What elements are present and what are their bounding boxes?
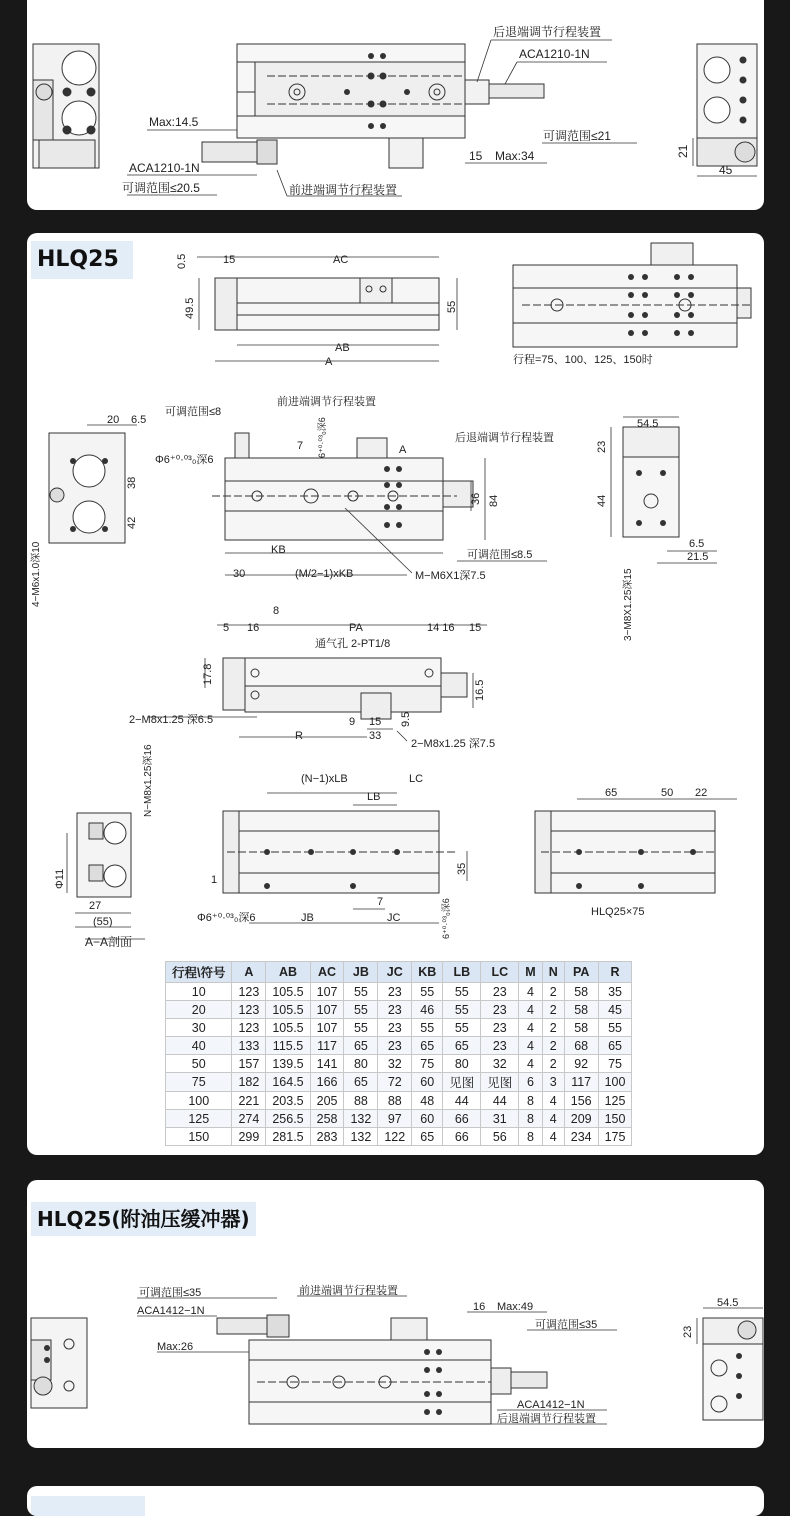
oil-right-end-view — [697, 1308, 763, 1420]
label-m8a: 2−M8x1.25 深6.5 — [129, 714, 214, 726]
table-cell: 55 — [344, 983, 378, 1001]
table-cell: 123 — [232, 1019, 266, 1037]
label-aa-d55: (55) — [93, 916, 113, 928]
label-kb: KB — [271, 544, 286, 556]
table-cell: 23 — [481, 1037, 519, 1055]
table-cell: 2 — [542, 1001, 564, 1019]
table-row — [166, 983, 632, 1001]
table-cell: 2 — [542, 1019, 564, 1037]
table-cell: 75 — [166, 1073, 232, 1092]
table-cell: 132 — [344, 1128, 378, 1146]
table-cell: 55 — [443, 983, 481, 1001]
col-header: 行程\符号 — [166, 962, 232, 983]
label-jb: JB — [301, 912, 314, 924]
table-cell: 4 — [519, 1037, 542, 1055]
label-oil-adj35b: 可调范围≤35 — [535, 1319, 598, 1331]
table-cell: 92 — [564, 1055, 598, 1073]
label-d7: 7 — [297, 440, 304, 452]
table-cell: 4 — [519, 1019, 542, 1037]
table-cell: 68 — [564, 1037, 598, 1055]
label-aa-d27: 27 — [89, 900, 102, 912]
label-bot-d15: 15 — [469, 622, 482, 634]
label-d215: 21.5 — [687, 551, 709, 563]
table-cell: 48 — [412, 1092, 443, 1110]
label-rear-adjuster: 后退端调节行程装置 — [493, 25, 602, 39]
label-d55: 55 — [446, 300, 458, 313]
label-lb: LB — [367, 791, 381, 803]
table-cell: 30 — [166, 1019, 232, 1037]
table-cell: 205 — [310, 1092, 344, 1110]
table-cell: 209 — [564, 1110, 598, 1128]
spec-table-header — [166, 962, 632, 983]
table-cell: 157 — [232, 1055, 266, 1073]
label-oil-rear-adj: 后退端调节行程装置 — [497, 1413, 596, 1425]
variant-view — [535, 799, 737, 893]
label-var-d65: 65 — [605, 787, 618, 799]
label-ac: AC — [333, 254, 349, 266]
table-row — [166, 1055, 632, 1073]
label-aa-section: A−A剖面 — [85, 935, 133, 949]
table-cell: 100 — [598, 1073, 632, 1092]
label-oil-max49: Max:49 — [497, 1301, 534, 1313]
table-cell: 132 — [344, 1110, 378, 1128]
table-cell: 50 — [166, 1055, 232, 1073]
table-cell: 125 — [166, 1110, 232, 1128]
label-side-d65: 6.5 — [689, 538, 705, 550]
table-cell: 见图 — [443, 1073, 481, 1092]
table-cell: 见图 — [481, 1073, 519, 1092]
table-cell: 234 — [564, 1128, 598, 1146]
label-lower-d35: 35 — [456, 862, 468, 875]
table-cell: 32 — [481, 1055, 519, 1073]
table-cell: 55 — [443, 1001, 481, 1019]
col-header: AB — [266, 962, 310, 983]
table-cell: 65 — [443, 1037, 481, 1055]
col-header: JC — [378, 962, 412, 983]
table-cell: 97 — [378, 1110, 412, 1128]
label-lower-d6deep: 6⁺⁰·⁰³₀深6 — [441, 898, 451, 939]
table-cell: 23 — [378, 1037, 412, 1055]
label-stroke-note: 行程=75、100、125、150时 — [513, 354, 653, 366]
col-header: PA — [564, 962, 598, 983]
label-oil-aca-right: ACA1412−1N — [517, 1399, 585, 1411]
hlq-top-drawing — [27, 0, 764, 210]
label-d95: 9.5 — [400, 711, 412, 727]
spec-table-body — [166, 983, 632, 1146]
table-cell: 60 — [412, 1110, 443, 1128]
section-title-hlq25-oil: HLQ25(附油压缓冲器) — [31, 1202, 256, 1236]
left-end-view — [33, 44, 99, 168]
table-cell: 105.5 — [266, 1001, 310, 1019]
table-cell: 8 — [519, 1128, 542, 1146]
label-max-left: Max:14.5 — [149, 115, 199, 129]
label-a: A — [325, 356, 333, 368]
col-header: JB — [344, 962, 378, 983]
table-cell: 117 — [310, 1037, 344, 1055]
label-d6deep: 6⁺⁰·⁰³₀深6 — [317, 417, 327, 458]
table-cell: 221 — [232, 1092, 266, 1110]
label-dim-21: 21 — [676, 144, 690, 158]
table-cell: 115.5 — [266, 1037, 310, 1055]
table-cell: 256.5 — [266, 1110, 310, 1128]
label-oil-aca-left: ACA1412−1N — [137, 1305, 205, 1317]
label-front-adj: 前进端调节行程装置 — [277, 396, 376, 408]
table-row — [166, 1037, 632, 1055]
col-header: LB — [443, 962, 481, 983]
table-cell: 107 — [310, 1019, 344, 1037]
label-jc: JC — [387, 912, 401, 924]
col-header: A — [232, 962, 266, 983]
label-r: R — [295, 730, 303, 742]
label-vent: 通气孔 2-PT1/8 — [315, 638, 391, 650]
table-cell: 65 — [412, 1037, 443, 1055]
table-cell: 23 — [481, 983, 519, 1001]
table-cell: 2 — [542, 1037, 564, 1055]
table-cell: 80 — [344, 1055, 378, 1073]
table-cell: 46 — [412, 1001, 443, 1019]
table-cell: 4 — [519, 1055, 542, 1073]
label-var-d22: 22 — [695, 787, 708, 799]
label-d84: 84 — [488, 494, 500, 507]
label-rear-adj: 后退端调节行程装置 — [455, 432, 554, 444]
table-cell: 6 — [519, 1073, 542, 1092]
label-mkb: (M/2−1)xKB — [295, 568, 354, 580]
label-phi6: Φ6⁺⁰·⁰³₀深6 — [155, 454, 214, 466]
table-cell: 44 — [481, 1092, 519, 1110]
table-cell: 105.5 — [266, 1019, 310, 1037]
table-cell: 100 — [166, 1092, 232, 1110]
label-dim-15: 15 — [469, 149, 483, 163]
table-cell: 75 — [598, 1055, 632, 1073]
table-cell: 66 — [443, 1128, 481, 1146]
label-section-a: A — [399, 444, 407, 456]
label-max-right: Max:34 — [495, 149, 535, 163]
label-var-d50: 50 — [661, 787, 674, 799]
col-header: M — [519, 962, 542, 983]
label-front-adjuster: 前进端调节行程装置 — [289, 183, 398, 197]
table-cell: 65 — [344, 1037, 378, 1055]
label-oil-d16: 16 — [473, 1301, 486, 1313]
label-bot-d16: 16 — [247, 622, 260, 634]
table-row — [166, 1092, 632, 1110]
table-cell: 55 — [412, 1019, 443, 1037]
label-d44: 44 — [596, 494, 608, 507]
table-cell: 58 — [564, 1019, 598, 1037]
label-aca-front: ACA1210-1N — [129, 161, 200, 175]
table-cell: 274 — [232, 1110, 266, 1128]
table-cell: 32 — [378, 1055, 412, 1073]
table-row — [166, 1073, 632, 1092]
table-cell: 40 — [166, 1037, 232, 1055]
end-view-left — [49, 425, 137, 543]
drawing-card-hlq25-oil — [27, 1180, 764, 1448]
table-cell: 123 — [232, 1001, 266, 1019]
table-cell: 105.5 — [266, 983, 310, 1001]
col-header: LC — [481, 962, 519, 983]
label-bot-d8: 8 — [273, 605, 280, 617]
col-header: AC — [310, 962, 344, 983]
table-cell: 4 — [519, 983, 542, 1001]
table-cell: 60 — [412, 1073, 443, 1092]
col-header: KB — [412, 962, 443, 983]
label-d33: 33 — [369, 730, 382, 742]
table-cell: 125 — [598, 1092, 632, 1110]
label-ab: AB — [335, 342, 350, 354]
table-row — [166, 1110, 632, 1128]
table-cell: 58 — [564, 983, 598, 1001]
label-d545: 54.5 — [637, 418, 659, 430]
label-nm8: N−M8x1.25深16 — [143, 744, 154, 817]
label-bot-d9: 9 — [349, 716, 356, 728]
label-d23: 23 — [596, 440, 608, 453]
table-cell: 141 — [310, 1055, 344, 1073]
label-d20: 20 — [107, 414, 120, 426]
table-cell: 45 — [598, 1001, 632, 1019]
table-cell: 55 — [412, 983, 443, 1001]
label-dim-45: 45 — [719, 163, 733, 177]
table-cell: 283 — [310, 1128, 344, 1146]
table-cell: 4 — [519, 1001, 542, 1019]
label-oil-d545: 54.5 — [717, 1297, 739, 1309]
table-cell: 55 — [443, 1019, 481, 1037]
table-cell: 65 — [412, 1128, 443, 1146]
table-cell: 80 — [443, 1055, 481, 1073]
label-lower-phi6: Φ6⁺⁰·⁰³₀深6 — [197, 912, 256, 924]
section-title-hlq25: HLQ25 — [31, 241, 133, 279]
label-adj-range-rear: 可调范围≤21 — [543, 129, 611, 143]
table-cell: 3 — [542, 1073, 564, 1092]
table-cell: 55 — [344, 1001, 378, 1019]
hlq25-oil-drawing — [27, 1180, 764, 1448]
label-var-caption: HLQ25×75 — [591, 906, 645, 918]
table-row — [166, 1001, 632, 1019]
table-cell: 31 — [481, 1110, 519, 1128]
next-section-title-tab — [31, 1496, 145, 1516]
table-cell: 72 — [378, 1073, 412, 1092]
table-cell: 8 — [519, 1110, 542, 1128]
table-cell: 299 — [232, 1128, 266, 1146]
label-lower-d1: 1 — [211, 874, 218, 886]
table-cell: 122 — [378, 1128, 412, 1146]
table-cell: 156 — [564, 1092, 598, 1110]
table-cell: 65 — [598, 1037, 632, 1055]
label-mm6: M−M6X1深7.5 — [415, 570, 486, 582]
table-cell: 4 — [542, 1110, 564, 1128]
table-cell: 58 — [564, 1001, 598, 1019]
table-cell: 164.5 — [266, 1073, 310, 1092]
label-bot-d1416: 14 16 — [427, 622, 455, 634]
table-row — [166, 1128, 632, 1146]
right-end-view — [697, 44, 757, 166]
label-nlb: (N−1)xLB — [301, 773, 348, 785]
table-cell: 107 — [310, 1001, 344, 1019]
table-cell: 20 — [166, 1001, 232, 1019]
table-cell: 44 — [443, 1092, 481, 1110]
label-aca-rear: ACA1210-1N — [519, 47, 590, 61]
table-cell: 258 — [310, 1110, 344, 1128]
label-lower-d7: 7 — [377, 896, 384, 908]
label-oil-d23: 23 — [682, 1325, 694, 1338]
label-d30: 30 — [233, 568, 246, 580]
lower-front-view — [223, 793, 467, 923]
table-cell: 175 — [598, 1128, 632, 1146]
oil-left-end-view — [31, 1318, 87, 1408]
label-d38: 38 — [126, 476, 138, 489]
table-cell: 23 — [378, 1019, 412, 1037]
table-cell: 150 — [598, 1110, 632, 1128]
label-lc: LC — [409, 773, 424, 785]
table-cell: 123 — [232, 983, 266, 1001]
table-cell: 139.5 — [266, 1055, 310, 1073]
label-adj85: 可调范围≤8.5 — [467, 549, 533, 561]
label-adj8: 可调范围≤8 — [165, 406, 222, 418]
table-cell: 2 — [542, 983, 564, 1001]
table-cell: 75 — [412, 1055, 443, 1073]
col-header: R — [598, 962, 632, 983]
label-d65: 6.5 — [131, 414, 147, 426]
label-d165: 16.5 — [474, 679, 486, 701]
table-cell: 4 — [542, 1092, 564, 1110]
table-cell: 65 — [344, 1073, 378, 1092]
table-cell: 107 — [310, 983, 344, 1001]
table-cell: 55 — [344, 1019, 378, 1037]
label-d05: 0.5 — [176, 253, 188, 269]
table-cell: 35 — [598, 983, 632, 1001]
table-cell: 281.5 — [266, 1128, 310, 1146]
top-view — [197, 257, 457, 361]
label-d15: 15 — [223, 254, 236, 266]
hlq25-drawing — [27, 233, 764, 958]
label-m8b: 2−M8x1.25 深7.5 — [411, 738, 496, 750]
table-cell: 150 — [166, 1128, 232, 1146]
col-header: N — [542, 962, 564, 983]
table-cell: 203.5 — [266, 1092, 310, 1110]
table-cell: 88 — [378, 1092, 412, 1110]
table-row — [166, 1019, 632, 1037]
label-phi11: Φ11 — [54, 868, 66, 889]
label-d495: 49.5 — [184, 297, 196, 319]
label-oil-front-adj: 前进端调节行程装置 — [299, 1285, 398, 1297]
label-adj-range-front: 可调范围≤20.5 — [122, 181, 200, 195]
label-d42: 42 — [126, 516, 138, 529]
table-cell: 23 — [481, 1001, 519, 1019]
drawing-card-next — [27, 1486, 764, 1516]
label-bot-d15b: 15 — [369, 716, 382, 728]
label-pa: PA — [349, 622, 363, 634]
table-cell: 166 — [310, 1073, 344, 1092]
table-cell: 55 — [598, 1019, 632, 1037]
drawing-card-top — [27, 0, 764, 210]
table-cell: 66 — [443, 1110, 481, 1128]
table-cell: 88 — [344, 1092, 378, 1110]
label-m8: 3−M8X1.25深15 — [623, 568, 634, 641]
label-d178: 17.8 — [202, 663, 214, 685]
table-cell: 23 — [378, 1001, 412, 1019]
table-cell: 23 — [481, 1019, 519, 1037]
table-cell: 117 — [564, 1073, 598, 1092]
table-cell: 4 — [542, 1128, 564, 1146]
label-oil-max26: Max:26 — [157, 1341, 194, 1353]
label-m6side: 4−M6x1.0深10 — [31, 541, 42, 607]
table-cell: 8 — [519, 1092, 542, 1110]
table-cell: 23 — [378, 983, 412, 1001]
spec-table — [165, 961, 632, 1146]
label-d36: 36 — [470, 492, 482, 505]
table-cell: 133 — [232, 1037, 266, 1055]
table-cell: 2 — [542, 1055, 564, 1073]
table-cell: 56 — [481, 1128, 519, 1146]
label-bot-d5: 5 — [223, 622, 230, 634]
table-cell: 182 — [232, 1073, 266, 1092]
drawing-card-hlq25 — [27, 233, 764, 1155]
label-oil-adj35a: 可调范围≤35 — [139, 1287, 202, 1299]
table-cell: 10 — [166, 983, 232, 1001]
